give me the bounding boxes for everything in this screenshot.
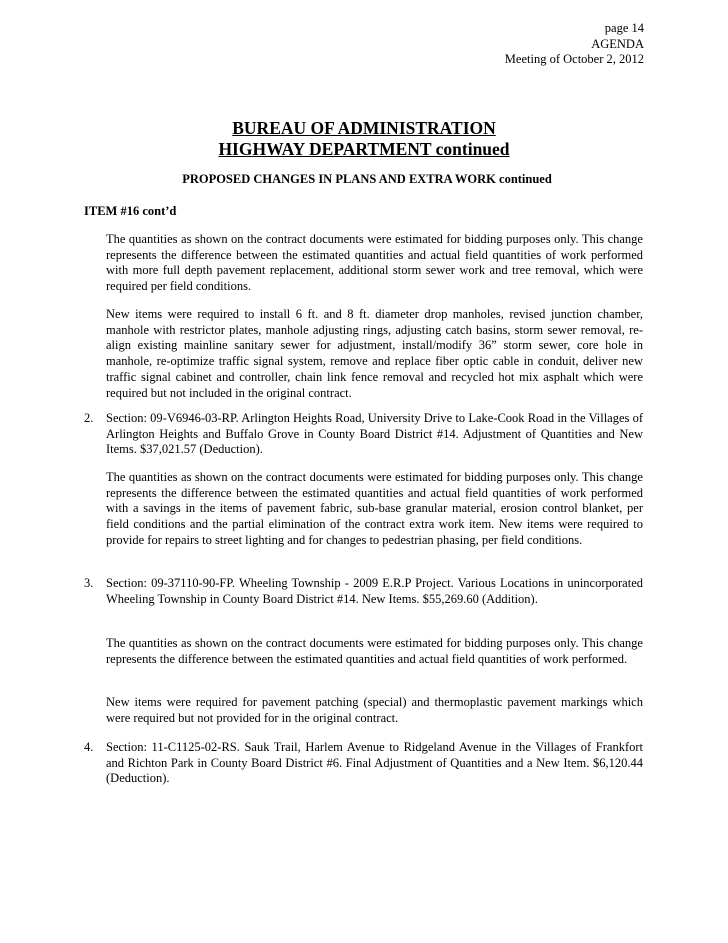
- item-2-section: Section: 09-V6946-03-RP. Arlington Heights Road, University Drive to Lake-Cook Road in the Villages of Arlington Heights and Buffalo Grove in County Board District #14. Adjustment of Quantities and New Items. $37,021.57 (Deduction).: [106, 411, 643, 457]
- paragraph-quantities-1: The quantities as shown on the contract documents were estimated for bidding purposes only. This change represents the difference between the estimated quantities and actual field quantities of work performed with more full depth pavement replacement, additional storm sewer work and tree removal, which were required per field conditions.: [106, 232, 643, 294]
- item-heading: ITEM #16 cont’d: [84, 204, 177, 218]
- item-3-number: 3.: [84, 576, 94, 590]
- agenda-label: AGENDA: [591, 36, 644, 51]
- item-3-paragraph-1: The quantities as shown on the contract documents were estimated for bidding purposes only. This change represents the difference between the estimated quantities and actual field quantities of work performed.: [106, 636, 643, 666]
- item-2-number: 2.: [84, 411, 94, 425]
- page-number: page 14: [604, 21, 644, 35]
- paragraph-new-items-1: New items were required to install 6 ft. and 8 ft. diameter drop manholes, revised junction chamber, manhole with restrictor plates, manhole adjusting rings, adjusting catch basins, storm sewer removal, re-align existing mainline sanitary sewer for adjustment, install/modify 36” storm sewer, core hole in manhole, re-optimize traffic signal system, remove and replace fiber optic cable in conduit, deliver new traffic signal cabinet and controller, chain link fence removal and recycled hot mix asphalt which were required but not included in the original contract.: [106, 307, 643, 400]
- item-4-number: 4.: [84, 740, 94, 754]
- department-title: HIGHWAY DEPARTMENT continued: [218, 139, 510, 159]
- bureau-title: BUREAU OF ADMINISTRATION: [232, 118, 496, 138]
- item-4-section: Section: 11-C1125-02-RS. Sauk Trail, Harlem Avenue to Ridgeland Avenue in the Villages of Frankfort and Richton Park in County Board District #6. Final Adjustment of Quantities and a New Item. $6,120.44 (Deduction).: [106, 740, 643, 786]
- page-header: [505, 21, 644, 68]
- item-3-paragraph-2: New items were required for pavement patching (special) and thermoplastic pavement markings which were required but not provided for in the original contract.: [106, 695, 643, 725]
- item-2-paragraph: The quantities as shown on the contract documents were estimated for bidding purposes only. This change represents the difference between the estimated quantities and actual field quantities of work performed with a savings in the items of pavement fabric, sub-base granular material, erosion control blanket, per field conditions and the partial elimination of the contract extra work item. New items were required to provide for repairs to street lighting and for changes to pedestrian phasing, per field conditions.: [106, 470, 643, 547]
- section-subtitle: PROPOSED CHANGES IN PLANS AND EXTRA WORK continued: [182, 172, 552, 186]
- item-3-section: Section: 09-37110-90-FP. Wheeling Township - 2009 E.R.P Project. Various Locations in unincorporated Wheeling Township in County Board District #14. New Items. $55,269.60 (Addition).: [106, 576, 643, 606]
- meeting-date: Meeting of October 2, 2012: [504, 52, 644, 67]
